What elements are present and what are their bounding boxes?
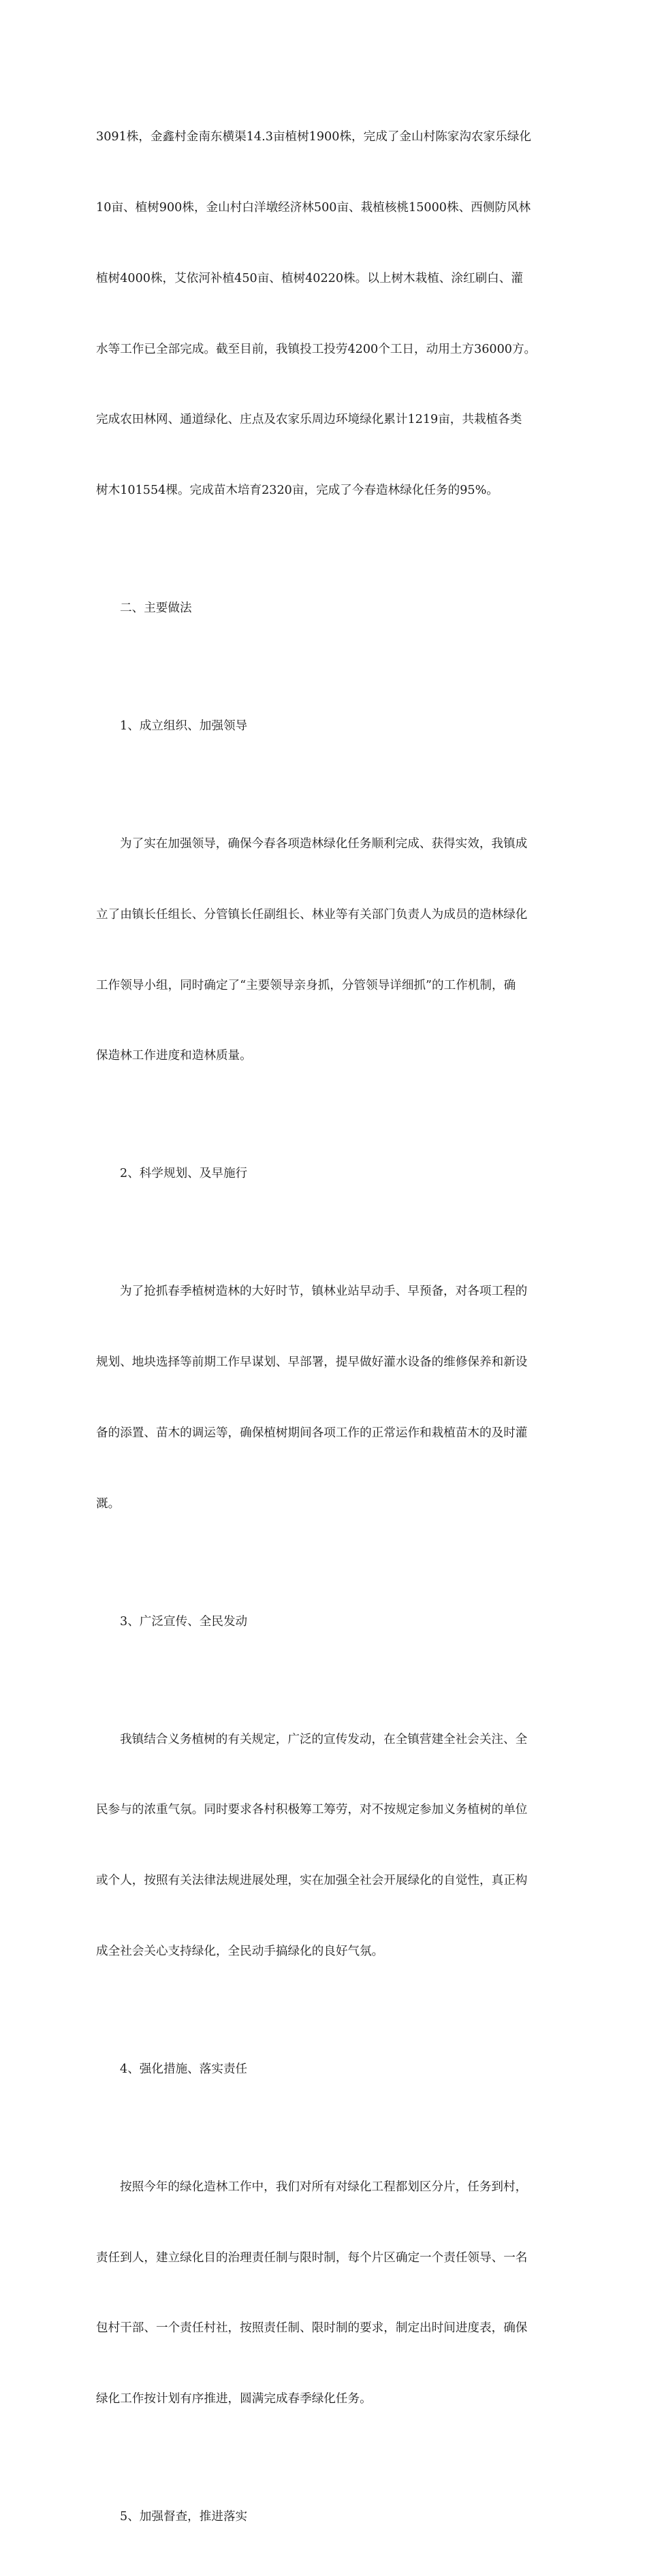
subheading-3: [96, 1562, 559, 1680]
text-line: 成全社会关心支持绿化，全民动手搞绿化的良好气氛。: [96, 1944, 384, 1958]
text-line: 完成农田林网、通道绿化、庄点及农家乐周边环境绿化累计1219亩，共栽植各类: [96, 413, 522, 427]
heading-text: 二、主要做法: [120, 601, 192, 616]
text-line: 我镇结合义务植树的有关规定，广泛的宣传发动，在全镇营建全社会关注、全: [120, 1732, 528, 1746]
heading-text: 5、加强督查，推进落实: [120, 2510, 248, 2524]
text-line: 民参与的浓重气氛。同时要求各村积极筹工筹劳，对不按规定参加义务植树的单位: [96, 1803, 528, 1817]
text-line: 植树4000株，艾依河补植450亩、植树40220株。以上树木栽植、涂红刷白、灌: [96, 271, 523, 285]
document-page: [96, 78, 559, 2576]
text-line: 绿化工作按计划有序推进，圆满完成春季绿化任务。: [96, 2392, 372, 2406]
text-line: 3091株，金鑫村金南东横渠14.3亩植树1900株，完成了金山村陈家沟农家乐绿化: [96, 130, 531, 144]
paragraph-leadership: [96, 785, 559, 1115]
text-line: 按照今年的绿化造林工作中，我们对所有对绿化工程都划区分片，任务到村，: [120, 2180, 528, 2194]
text-line: 备的添置、苗木的调运等，确保植树期间各项工作的正常运作和栽植苗木的及时灌: [96, 1426, 528, 1440]
paragraph-responsibility: [96, 2129, 559, 2458]
subheading-5: [96, 2458, 559, 2576]
paragraph-planning: [96, 1233, 559, 1562]
text-line: 为了抢抓春季植树造林的大好时节，镇林业站早动手、早预备，对各项工程的: [120, 1285, 528, 1299]
heading-text: 4、强化措施、落实责任: [120, 2062, 248, 2076]
text-line: 规划、地块选择等前期工作早谋划、早部署，提早做好灌水设备的维修保养和新设: [96, 1355, 528, 1370]
text-line: 包村干部、一个责任村社，按照责任制、限时制的要求，制定出时间进度表，确保: [96, 2321, 528, 2336]
text-line: 或个人，按照有关法律法规进展处理，实在加强全社会开展绿化的自觉性，真正构: [96, 1874, 528, 1888]
subheading-4: [96, 2011, 559, 2129]
text-line: 为了实在加强领导，确保今春各项造林绿化任务顺利完成、获得实效，我镇成: [120, 837, 528, 851]
heading-text: 1、成立组织、加强领导: [120, 719, 248, 734]
text-line: 工作领导小组，同时确定了“主要领导亲身抓，分管领导详细抓”的工作机制，确: [96, 978, 516, 992]
section-heading-main-methods: [96, 550, 559, 667]
text-line: 溉。: [96, 1496, 121, 1511]
heading-text: 2、科学规划、及早施行: [120, 1167, 248, 1181]
text-line: 责任到人，建立绿化目的治理责任制与限时制，每个片区确定一个责任领导、一名: [96, 2250, 528, 2265]
subheading-2: [96, 1115, 559, 1233]
text-line: 树木101554棵。完成苗木培育2320亩，完成了今春造林绿化任务的95%。: [96, 484, 499, 498]
text-line: 立了由镇长任组长、分管镇长任副组长、林业等有关部门负责人为成员的造林绿化: [96, 907, 528, 922]
text-line: 10亩、植树900株，金山村白洋墩经济林500亩、栽植核桃15000株、西侧防风林: [96, 200, 531, 215]
paragraph-planting-summary: [96, 78, 559, 550]
text-line: 水等工作已全部完成。截至目前，我镇投工投劳4200个工日，动用土方36000方。: [96, 342, 537, 356]
text-line: 保造林工作进度和造林质量。: [96, 1049, 252, 1063]
paragraph-publicity: [96, 1680, 559, 2010]
subheading-1: [96, 667, 559, 785]
heading-text: 3、广泛宣传、全民发动: [120, 1614, 248, 1629]
